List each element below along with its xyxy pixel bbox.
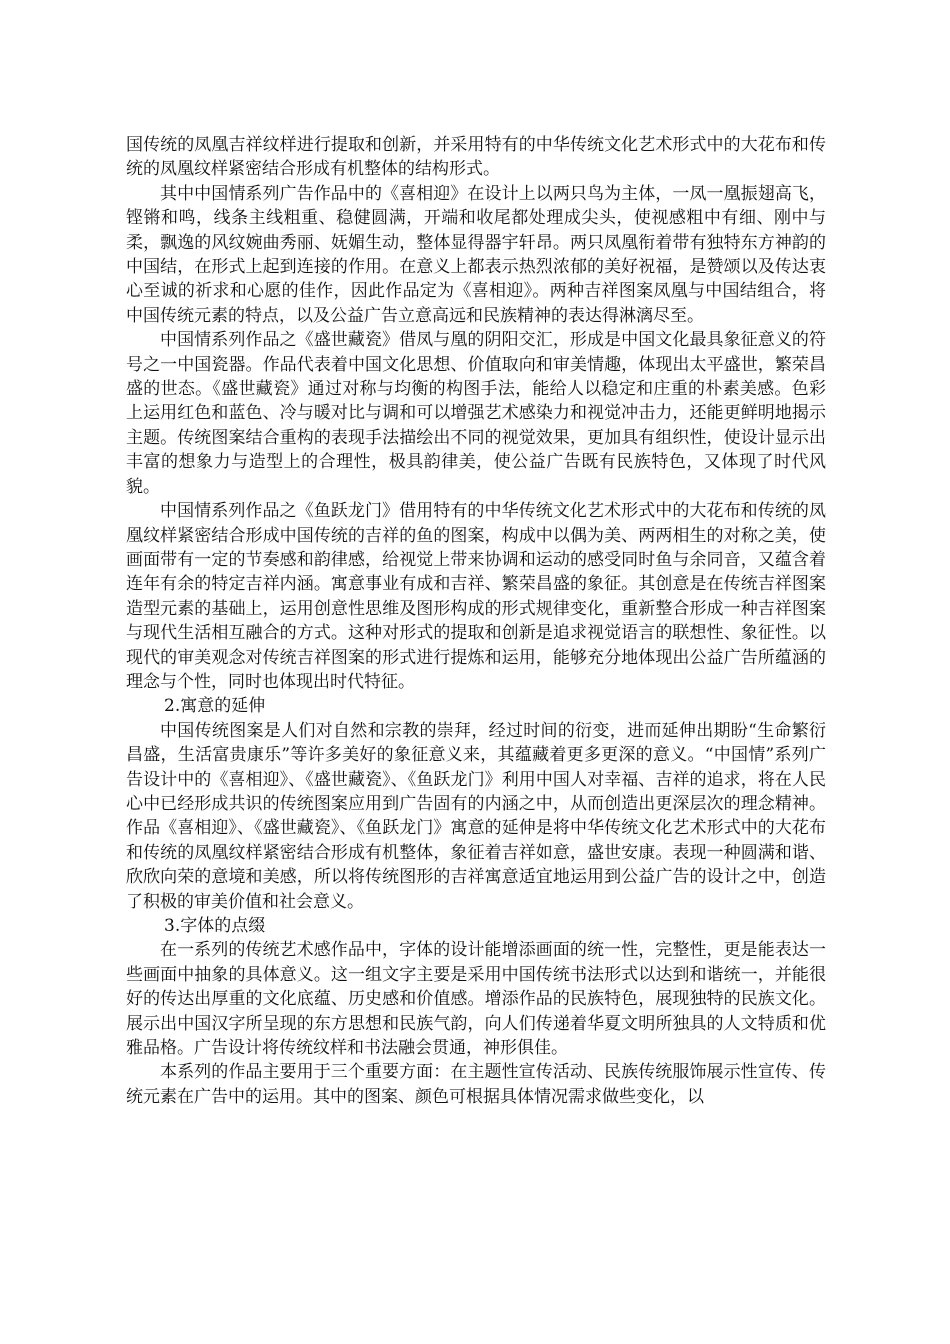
paragraph-shengshi-cangci: 中国情系列作品之《盛世藏瓷》借凤与凰的阴阳交汇，形成是中国文化最具象征意义的符号之一中国瓷器。作品代表着中国文化思想、价值取向和审美情趣，体现出太平盛世，繁荣昌盛的世态。《盛世藏瓷》通过对称与均衡的构图手法，能给人以稳定和庄重的朴素美感。色彩上运用红色和蓝色、冷与暖对比与调和可以增强艺术感染力和视觉冲击力，还能更鲜明地揭示主题。传统图案结合重构的表现手法描绘出不同的视觉效果，更加具有组织性，使设计显示出丰富的想象力与造型上的合理性，极具韵律美，使公益广告既有民族特色，又体现了时代风貌。 xyxy=(126,330,826,497)
paragraph-yuyue-longmen: 中国情系列作品之《鱼跃龙门》借用特有的中华传统文化艺术形式中的大花布和传统的凤凰纹样紧密结合形成中国传统的吉祥的鱼的图案，构成中以偶为美、两两相生的对称之美，使画面带有一定的节奏感和韵律感，给视觉上带来协调和运动的感受同时鱼与余同音，又蕴含着连年有余的特定吉祥内涵。寓意事业有成和吉祥、繁荣昌盛的象征。其创意是在传统吉祥图案造型元素的基础上，运用创意性思维及图形构成的形式规律变化，重新整合形成一种吉祥图案与现代生活相互融合的方式。这种对形式的提取和创新是追求视觉语言的联想性、象征性。以现代的审美观念对传统吉祥图案的形式进行提炼和运用，能够充分地体现出公益广告所蕴涵的理念与个性，同时也体现出时代特征。 xyxy=(126,501,826,692)
paragraph-typography: 在一系列的传统艺术感作品中，字体的设计能增添画面的统一性，完整性，更是能表达一些画面中抽象的具体意义。这一组文字主要是采用中国传统书法形式以达到和谐统一，并能很好的传达出厚重的文化底蕴、历史感和价值感。增添作品的民族特色，展现独特的民族文化。展示出中国汉字所呈现的东方思想和民族气韵，向人们传递着华夏文明所独具的人文特质和优雅品格。广告设计将传统纹样和书法融会贯通，神形俱佳。 xyxy=(126,940,826,1059)
section-heading-meaning-extension: 2.寓意的延伸 xyxy=(164,696,266,717)
paragraph-xixiangying: 其中中国情系列广告作品中的《喜相迎》在设计上以两只鸟为主体，一凤一凰振翅高飞，铿锵和鸣，线条主线粗重、稳健圆满，开端和收尾都处理成尖头，使视感粗中有细、刚中与柔，飘逸的风纹婉曲秀丽、妩媚生动，整体显得器宇轩昂。两只凤凰衔着带有独特东方神韵的中国结，在形式上起到连接的作用。在意义上都表示热烈浓郁的美好祝福，是赞颂以及传达衷心至诚的祈求和心愿的佳作，因此作品定为《喜相迎》。两种吉祥图案凤凰与中国结组合，将中国传统元素的特点，以及公益广告立意高远和民族精神的表达得淋漓尽至。 xyxy=(126,183,826,326)
paragraph-meaning-extension: 中国传统图案是人们对自然和宗教的崇拜，经过时间的衍变，进而延伸出期盼“生命繁衍昌盛，生活富贵康乐”等许多美好的象征意义来，其蕴藏着更多更深的意义。“中国情”系列广告设计中的《喜相迎》、《盛世藏瓷》、《鱼跃龙门》利用中国人对幸福、吉祥的追求，将在人民心中已经形成共识的传统图案应用到广告固有的内涵之中，从而创造出更深层次的理念精神。作品《喜相迎》、《盛世藏瓷》、《鱼跃龙门》寓意的延伸是将中华传统文化艺术形式中的大花布和传统的凤凰纹样紧密结合形成有机整体，象征着吉祥如意，盛世安康。表现一种圆满和谐、欣欣向荣的意境和美感，所以将传统图形的吉祥寓意适宜地运用到公益广告的设计之中，创造了积极的审美价值和社会意义。 xyxy=(126,720,826,912)
section-heading-typography: 3.字体的点缀 xyxy=(164,916,266,936)
paragraph-continuation: 国传统的凤凰吉祥纹样进行提取和创新，并采用特有的中华传统文化艺术形式中的大花布和传统的凤凰纹样紧密结合形成有机整体的结构形式。 xyxy=(126,135,826,180)
paragraph-applications: 本系列的作品主要用于三个重要方面：在主题性宣传活动、民族传统服饰展示性宣传、传统元素在广告中的运用。其中的图案、颜色可根据具体情况需求做些变化，以 xyxy=(126,1062,826,1107)
document-page xyxy=(126,133,826,1109)
